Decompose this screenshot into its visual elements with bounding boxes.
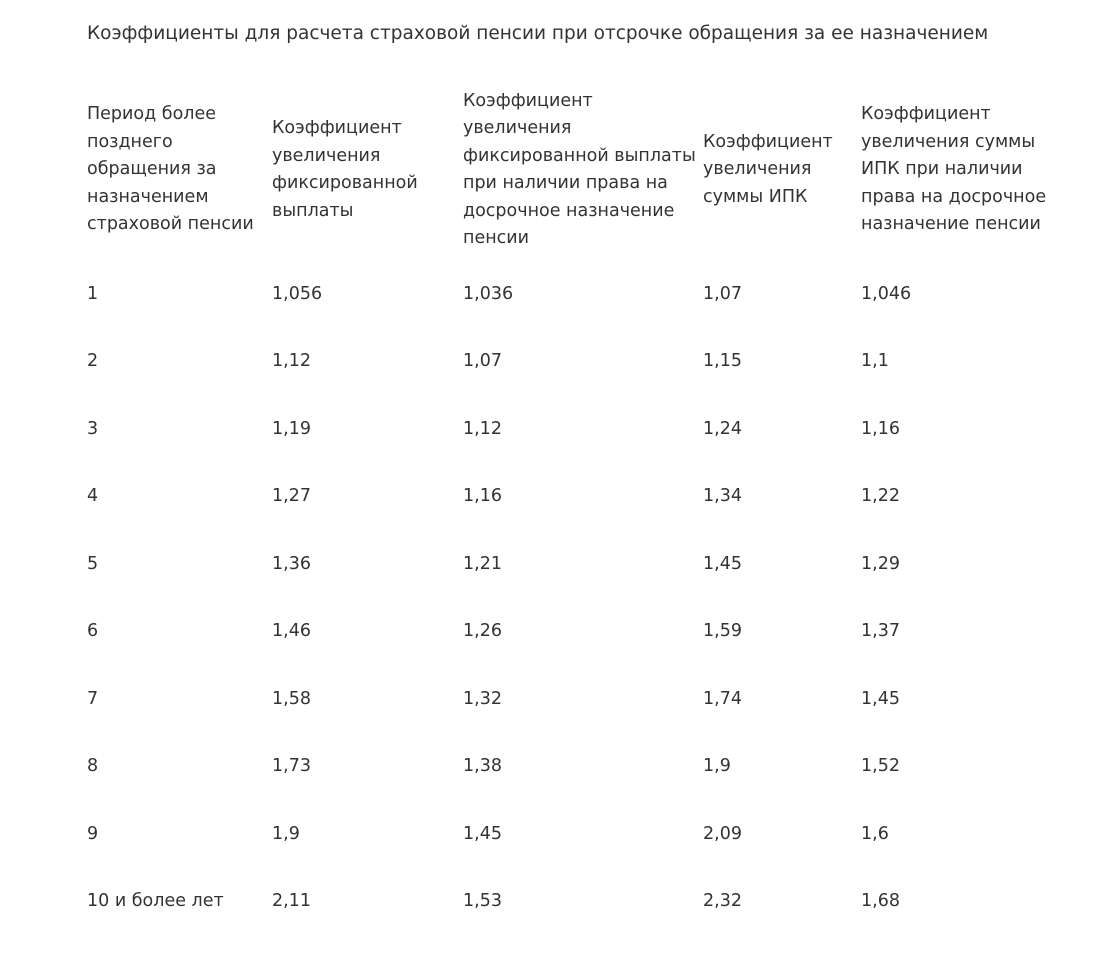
cell-fixed-payment: 2,11 (272, 891, 311, 912)
cell-ipk-early: 1,29 (861, 553, 900, 574)
cell-ipk: 1,34 (703, 486, 742, 507)
table-row (87, 395, 1077, 463)
cell-period: 9 (87, 823, 99, 844)
cell-ipk: 2,32 (703, 891, 742, 912)
header-fixed-payment-early-coefficient: Коэффициент увеличения фиксированной выплаты при наличии права на досрочное назначение пенсии (463, 90, 696, 248)
table-row (87, 598, 1077, 666)
cell-period: 3 (87, 418, 99, 439)
cell-ipk: 1,59 (703, 621, 742, 642)
table-header-row (87, 80, 1077, 260)
cell-ipk: 1,15 (703, 351, 742, 372)
cell-period: 2 (87, 351, 99, 372)
header-ipk-early-coefficient: Коэффициент увеличения суммы ИПК при наличии права на досрочное назначение пенсии (861, 104, 1047, 235)
table-row (87, 800, 1077, 868)
cell-fixed-payment: 1,46 (272, 621, 311, 642)
cell-ipk-early: 1,52 (861, 756, 900, 777)
cell-ipk-early: 1,37 (861, 621, 900, 642)
cell-ipk: 2,09 (703, 823, 742, 844)
header-ipk-coefficient: Коэффициент увеличения суммы ИПК (703, 131, 833, 207)
cell-fixed-payment-early: 1,45 (463, 823, 502, 844)
header-period: Период более позднего обращения за назначением страховой пенсии (87, 104, 254, 235)
cell-ipk-early: 1,68 (861, 891, 900, 912)
cell-ipk: 1,45 (703, 553, 742, 574)
cell-fixed-payment-early: 1,53 (463, 891, 502, 912)
table-row (87, 733, 1077, 801)
cell-fixed-payment-early: 1,036 (463, 283, 514, 304)
cell-period: 4 (87, 486, 99, 507)
table-row (87, 260, 1077, 328)
cell-ipk: 1,74 (703, 688, 742, 709)
cell-period: 10 и более лет (87, 891, 224, 912)
cell-fixed-payment: 1,056 (272, 283, 323, 304)
cell-ipk: 1,24 (703, 418, 742, 439)
cell-fixed-payment: 1,73 (272, 756, 311, 777)
cell-fixed-payment: 1,9 (272, 823, 300, 844)
cell-period: 6 (87, 621, 99, 642)
cell-ipk-early: 1,16 (861, 418, 900, 439)
cell-fixed-payment-early: 1,16 (463, 486, 502, 507)
cell-fixed-payment-early: 1,07 (463, 351, 502, 372)
cell-ipk-early: 1,22 (861, 486, 900, 507)
cell-fixed-payment-early: 1,21 (463, 553, 502, 574)
cell-ipk-early: 1,45 (861, 688, 900, 709)
page-title: Коэффициенты для расчета страховой пенсии при отсрочке обращения за ее назначением (87, 23, 989, 44)
cell-fixed-payment: 1,19 (272, 418, 311, 439)
cell-ipk-early: 1,6 (861, 823, 889, 844)
cell-fixed-payment: 1,36 (272, 553, 311, 574)
cell-fixed-payment: 1,27 (272, 486, 311, 507)
cell-period: 1 (87, 283, 99, 304)
cell-period: 8 (87, 756, 99, 777)
cell-fixed-payment: 1,58 (272, 688, 311, 709)
table-row (87, 463, 1077, 531)
coefficients-table (87, 80, 1077, 935)
cell-ipk: 1,07 (703, 283, 742, 304)
cell-ipk: 1,9 (703, 756, 731, 777)
cell-ipk-early: 1,1 (861, 351, 889, 372)
cell-ipk-early: 1,046 (861, 283, 912, 304)
cell-period: 5 (87, 553, 99, 574)
table-row (87, 328, 1077, 396)
cell-fixed-payment: 1,12 (272, 351, 311, 372)
table-row (87, 868, 1077, 936)
header-fixed-payment-coefficient: Коэффициент увеличения фиксированной выплаты (272, 118, 418, 221)
cell-fixed-payment-early: 1,32 (463, 688, 502, 709)
cell-fixed-payment-early: 1,12 (463, 418, 502, 439)
table-row (87, 665, 1077, 733)
cell-fixed-payment-early: 1,38 (463, 756, 502, 777)
cell-fixed-payment-early: 1,26 (463, 621, 502, 642)
cell-period: 7 (87, 688, 99, 709)
table-row (87, 530, 1077, 598)
